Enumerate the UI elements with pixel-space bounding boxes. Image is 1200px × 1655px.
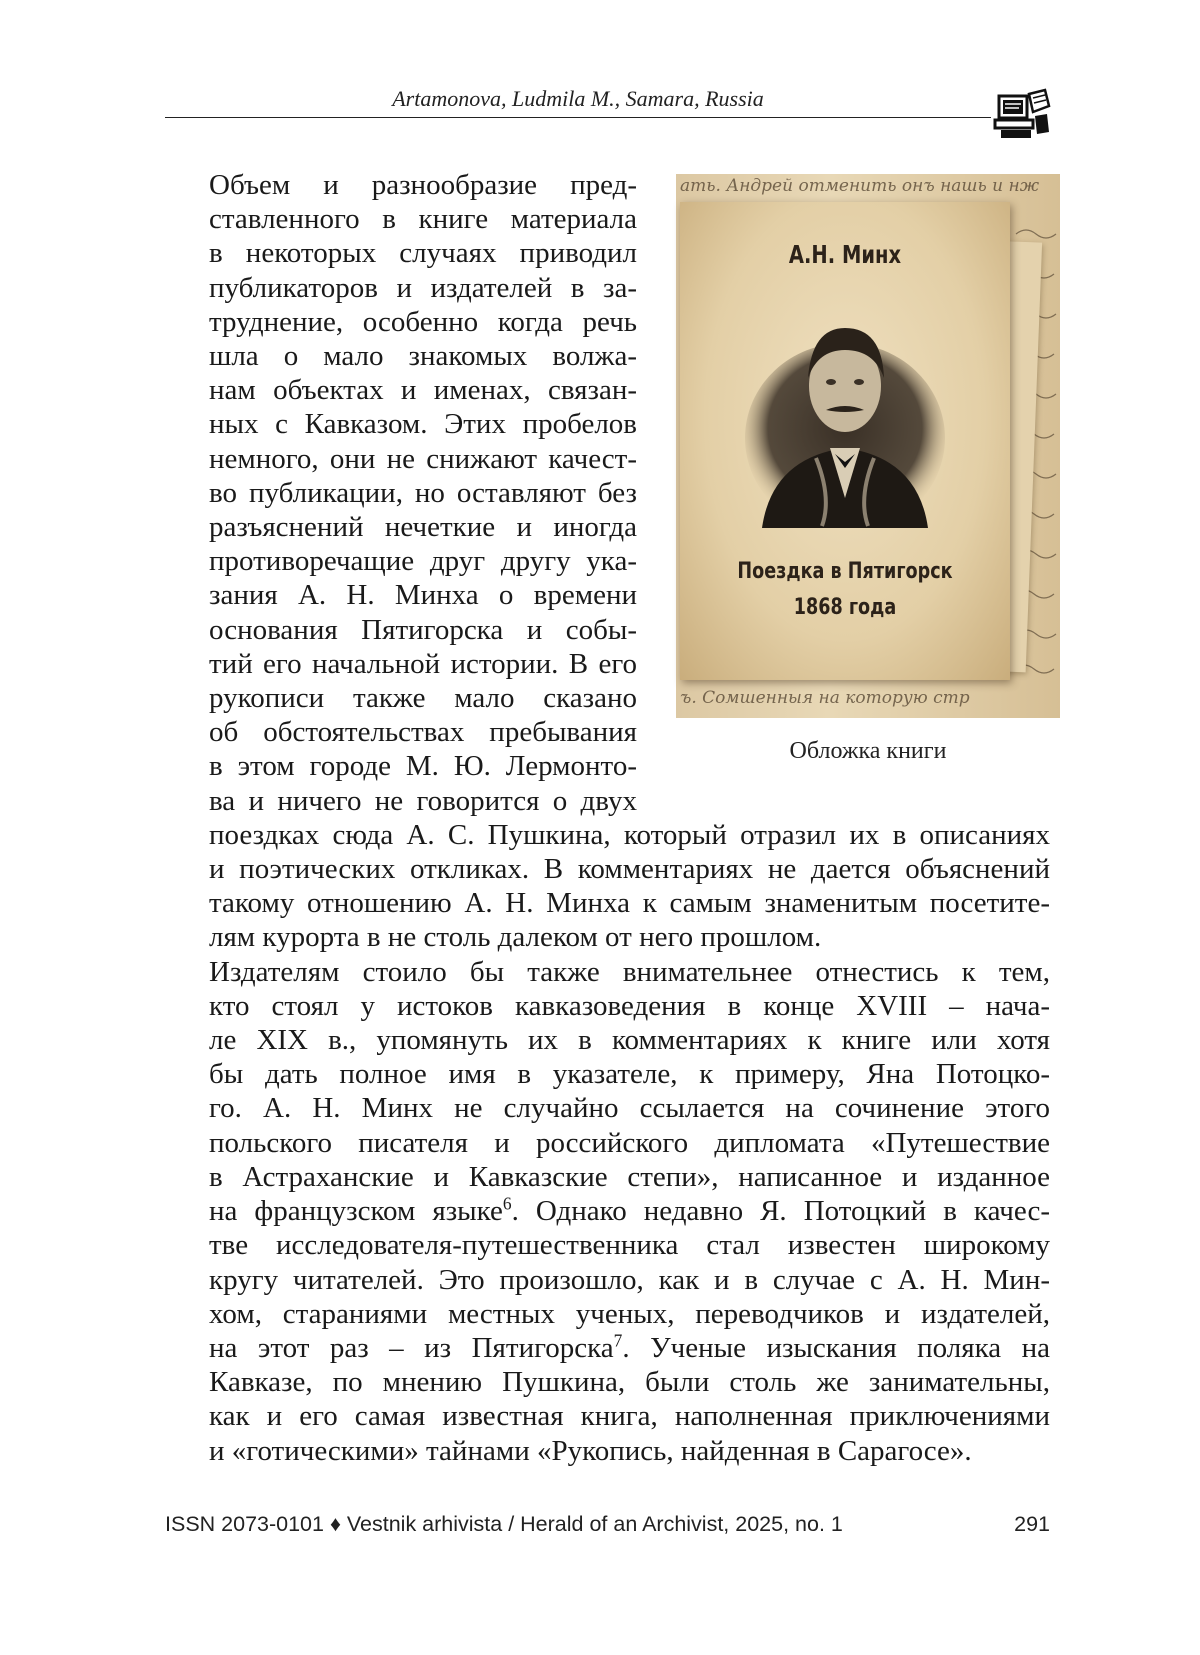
footnote-ref[interactable]: 6 — [502, 1193, 512, 1214]
paragraph-1 — [165, 168, 1050, 955]
text-line: такому отношению А. Н. Минха к самым знаменитым посетите- — [209, 887, 1050, 920]
text-line: тий его начальной истории. В его — [209, 647, 637, 680]
handwriting-bottom: ъ. Сомшенныя на которую стр — [680, 688, 970, 708]
body-text — [165, 168, 1050, 1468]
text-line: зания А. Н. Минха о времени — [209, 579, 637, 612]
cover-title-line1: Поездка в Пятигорск — [737, 559, 953, 584]
cover-author: А.Н. Минх — [788, 240, 902, 269]
paragraph-2 — [165, 955, 1050, 1468]
text-line: в Астраханские и Кавказские степи», написанное и изданное — [209, 1160, 1050, 1193]
text-line: труднение, особенно когда речь — [209, 305, 637, 338]
header-rule — [165, 117, 991, 118]
text-line: кто стоял у истоков кавказоведения в конце XVIII – нача- — [209, 989, 1050, 1022]
archivist-computer-icon — [993, 88, 1051, 146]
page-number: 291 — [1014, 1512, 1050, 1536]
text-line: тве исследователя-путешественника стал известен широкому — [209, 1229, 1050, 1262]
footnote-ref[interactable]: 7 — [613, 1330, 623, 1351]
text-line: поездках сюда А. С. Пушкина, который отразил их в описаниях — [209, 818, 1050, 851]
text-line — [165, 1331, 1050, 1365]
text-line: кругу читателей. Это произошло, как и в случае с А. Н. Мин- — [209, 1263, 1050, 1296]
text-line: нам объектах и именах, связан- — [209, 374, 637, 407]
text-line: ва и ничего не говорится о двух — [209, 784, 637, 817]
text-segment: . Однако недавно Я. Потоцкий в качес- — [511, 1195, 1051, 1228]
text-line: польского писателя и российского дипломата «Путешествие — [209, 1126, 1050, 1159]
text-line: и поэтических откликах. В комментариях не дается объяснений — [209, 853, 1050, 886]
text-line: во публикации, но оставляют без — [209, 476, 637, 509]
text-line: публикаторов и издателей в за- — [209, 271, 637, 304]
text-line: го. А. Н. Минх не случайно ссылается на сочинение этого — [209, 1092, 1050, 1125]
text-line: как и его самая известная книга, наполненная приключениями — [209, 1400, 1050, 1433]
running-header: Artamonova, Ludmila M., Samara, Russia — [392, 86, 764, 111]
text-segment: . Ученые изыскания поляка на — [622, 1331, 1050, 1364]
text-line: разъяснений нечеткие и иногда — [209, 511, 637, 544]
text-line: ле XIX в., упомянуть их в комментариях к книге или хотя — [209, 1024, 1050, 1057]
text-line: и «готическими» тайнами «Рукопись, найденная в Сарагосе». — [209, 1434, 972, 1467]
journal-info: ISSN 2073-0101 ♦ Vestnik arhivista / Herald of an Archivist, 2025, no. 1 — [165, 1512, 843, 1536]
text-line: в некоторых случаях приводил — [209, 237, 637, 270]
text-segment: на французском языке — [209, 1195, 503, 1228]
handwriting-top: ать. Андрей отменить онъ нашь и нж — [680, 176, 1040, 196]
figure-caption: Обложка книги — [789, 738, 947, 764]
text-segment: на этот раз – из Пятигорска — [209, 1331, 614, 1364]
text-line: основания Пятигорска и собы- — [209, 613, 637, 646]
text-line: бы дать полное имя в указателе, к примеру, Яна Потоцко- — [209, 1058, 1050, 1091]
text-line: об обстоятельствах пребывания — [209, 716, 637, 749]
text-line: хом, стараниями местных ученых, переводчиков и издателей, — [209, 1297, 1050, 1330]
text-line: Кавказе, по мнению Пушкина, были столь же занимательны, — [209, 1366, 1050, 1399]
text-line: шла о мало знакомых волжа- — [209, 340, 637, 373]
text-line: немного, они не снижают качест- — [209, 442, 637, 475]
text-line: противоречащие друг другу ука- — [209, 545, 637, 578]
text-line: лям курорта в не столь далеком от него прошлом. — [209, 921, 822, 954]
text-line: ных с Кавказом. Этих пробелов — [209, 408, 637, 441]
text-line: ставленного в книге материала — [209, 203, 637, 236]
cover-title-line2: 1868 года — [793, 595, 897, 620]
text-line: Объем и разнообразие пред- — [209, 169, 637, 201]
text-line: рукописи также мало сказано — [209, 682, 637, 715]
text-line — [165, 1194, 1050, 1228]
text-line: в этом городе М. Ю. Лермонто- — [209, 750, 637, 783]
text-line: Издателям стоило бы также внимательнее отнестись к тем, — [209, 955, 1050, 988]
